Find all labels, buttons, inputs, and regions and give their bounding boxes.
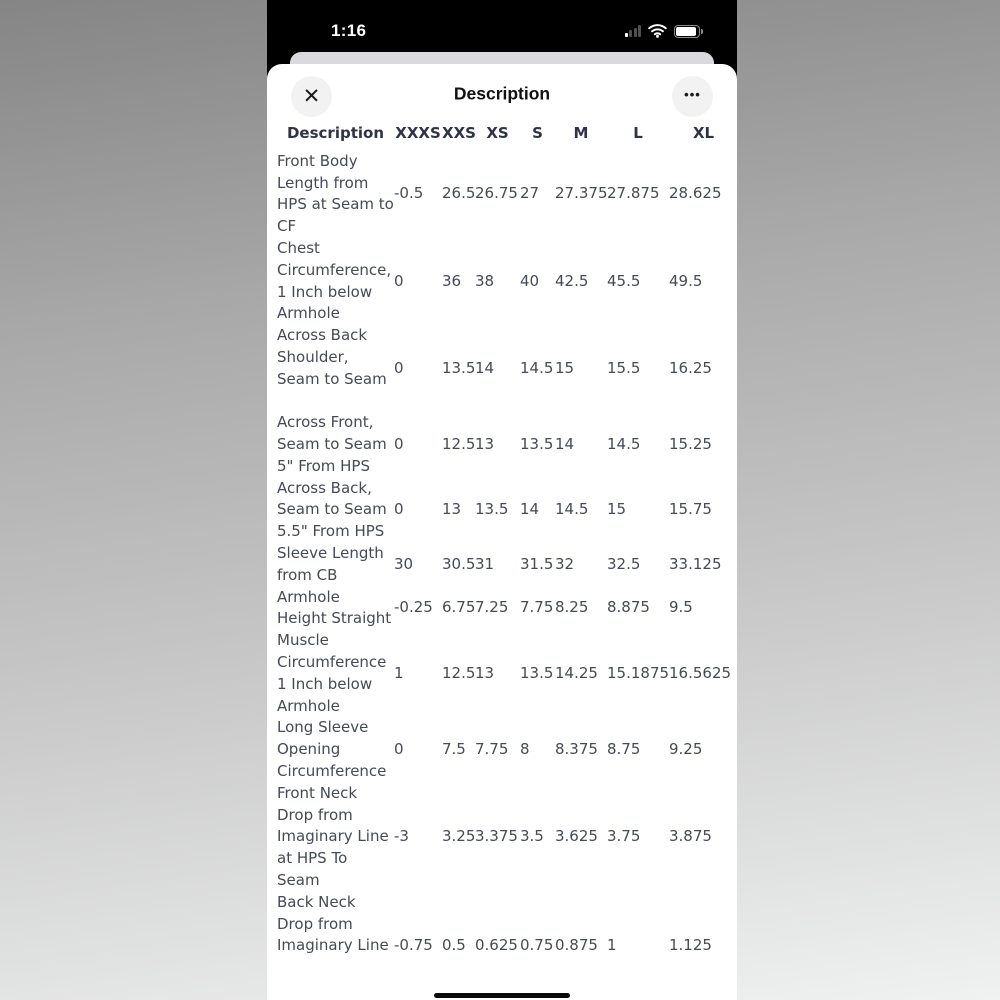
cell-s: 13.5 xyxy=(520,663,554,682)
cell-xs: 13 xyxy=(475,434,495,453)
row-label: Across Back Shoulder, Seam to Seam xyxy=(277,326,387,388)
column-header-xxxs: XXXS xyxy=(395,124,441,142)
row-label: Front Body Length from HPS at Seam to CF xyxy=(277,151,394,236)
cell-xs: 13.5 xyxy=(475,500,509,519)
cell-xs: 7.75 xyxy=(475,740,509,759)
cell-xs: 38 xyxy=(475,271,495,290)
cell-xs: 0.625 xyxy=(475,936,518,955)
cell-s: 31.5 xyxy=(520,554,554,573)
row-label: Across Front, Seam to Seam 5" From HPS xyxy=(277,413,387,475)
cell-s: 27 xyxy=(520,184,540,203)
cell-xxs: 12.5 xyxy=(442,663,476,682)
table-row xyxy=(277,783,737,892)
close-icon: ✕ xyxy=(302,85,321,108)
cell-m: 8.375 xyxy=(555,740,598,759)
row-label: Sleeve Length from CB xyxy=(277,543,384,584)
cell-l: 8.875 xyxy=(607,598,650,617)
cell-l: 3.75 xyxy=(607,827,641,846)
cell-xl: 33.125 xyxy=(669,554,722,573)
cell-xl: 15.75 xyxy=(669,500,712,519)
row-label: Back Neck Drop from Imaginary Line xyxy=(277,892,389,955)
cell-m: 0.875 xyxy=(555,936,598,955)
battery-icon xyxy=(674,25,700,38)
home-indicator[interactable] xyxy=(434,993,570,998)
cell-s: 8 xyxy=(520,740,530,759)
cell-xxxs: 0 xyxy=(394,500,404,519)
sheet-title: Description xyxy=(453,82,551,103)
cell-xl: 28.625 xyxy=(669,184,722,203)
table-row xyxy=(277,630,737,717)
cell-s: 0.75 xyxy=(520,936,554,955)
cell-xl: 9.5 xyxy=(669,598,693,617)
cell-l: 8.75 xyxy=(607,740,641,759)
cell-l: 27.875 xyxy=(607,184,660,203)
cell-s: 3.5 xyxy=(520,827,544,846)
cell-xs: 26.75 xyxy=(475,184,518,203)
column-header-description: Description xyxy=(286,124,385,142)
cell-xs: 7.25 xyxy=(475,598,509,617)
cell-xxxs: -0.75 xyxy=(394,936,433,955)
cell-m: 14.25 xyxy=(555,663,598,682)
cell-xxs: 13 xyxy=(442,500,462,519)
cell-xl: 49.5 xyxy=(669,271,703,290)
cell-m: 14 xyxy=(555,434,575,453)
cell-s: 7.75 xyxy=(520,598,554,617)
table-row xyxy=(277,478,737,543)
column-header-xs: XS xyxy=(486,124,509,142)
cell-xxs: 7.5 xyxy=(442,740,466,759)
cell-xxs: 6.75 xyxy=(442,598,476,617)
cell-xxs: 26.5 xyxy=(442,184,476,203)
cell-s: 14 xyxy=(520,500,540,519)
cell-m: 8.25 xyxy=(555,598,589,617)
cell-xxs: 0.5 xyxy=(442,936,466,955)
cell-s: 14.5 xyxy=(520,358,554,377)
cell-xl: 15.25 xyxy=(669,434,712,453)
cell-xxs: 36 xyxy=(442,271,462,290)
column-header-l: L xyxy=(633,124,643,142)
cell-xxxs: 0 xyxy=(394,740,404,759)
cell-xxxs: -3 xyxy=(394,827,409,846)
table-row xyxy=(277,587,737,631)
cell-l: 14.5 xyxy=(607,434,641,453)
cell-xl: 16.25 xyxy=(669,358,712,377)
table-body xyxy=(277,151,737,1000)
table-row xyxy=(277,325,737,412)
cell-xl: 1.125 xyxy=(669,936,712,955)
more-icon: ••• xyxy=(684,86,701,102)
table-row xyxy=(277,543,737,587)
table-row xyxy=(277,151,737,238)
cell-l: 15.5 xyxy=(607,358,641,377)
status-bar xyxy=(267,0,737,52)
row-label: Across Back, Seam to Seam 5.5" From HPS xyxy=(277,478,387,541)
size-spec-table xyxy=(277,123,737,1000)
cell-xs: 3.375 xyxy=(475,827,518,846)
more-button[interactable] xyxy=(672,76,713,117)
cell-xxxs: 0 xyxy=(394,358,404,377)
table-row xyxy=(277,412,737,477)
close-button[interactable] xyxy=(291,76,332,117)
status-icons xyxy=(625,24,701,38)
cell-s: 13.5 xyxy=(520,434,554,453)
cell-xxxs: -0.25 xyxy=(394,598,433,617)
cell-xl: 9.25 xyxy=(669,740,703,759)
table-header-row xyxy=(277,123,737,151)
cell-m: 42.5 xyxy=(555,271,589,290)
cell-l: 15.1875 xyxy=(607,663,670,682)
column-header-xxs: XXS xyxy=(442,124,476,142)
cell-xxs: 13.5 xyxy=(442,358,476,377)
cell-xs: 31 xyxy=(475,554,495,573)
cell-xxxs: 0 xyxy=(394,434,404,453)
row-label: Chest Circumference, 1 Inch below Armhole xyxy=(277,238,392,323)
cell-l: 1 xyxy=(607,936,617,955)
cell-l: 32.5 xyxy=(607,554,641,573)
cell-xxxs: 1 xyxy=(394,663,404,682)
row-label: Muscle Circumference 1 Inch below Armhole xyxy=(277,631,387,715)
status-time: 1:16 xyxy=(331,21,367,40)
cell-xs: 14 xyxy=(475,358,495,377)
cell-xxxs: 30 xyxy=(394,554,414,573)
cell-xxs: 30.5 xyxy=(442,554,476,573)
row-label: Front Neck Drop from Imaginary Line at HPS To Seam xyxy=(277,783,389,889)
cell-m: 14.5 xyxy=(555,500,589,519)
cell-m: 32 xyxy=(555,554,575,573)
cell-xxxs: 0 xyxy=(394,271,404,290)
bottom-safe-area xyxy=(267,977,737,1000)
description-sheet xyxy=(267,64,737,1000)
cellular-icon xyxy=(625,25,642,37)
cell-xl: 16.5625 xyxy=(669,663,732,682)
table-row xyxy=(277,238,737,325)
cell-s: 40 xyxy=(520,271,540,290)
cell-xl: 3.875 xyxy=(669,827,712,846)
cell-m: 27.375 xyxy=(555,184,608,203)
cell-xs: 13 xyxy=(475,663,495,682)
cell-l: 15 xyxy=(607,500,627,519)
cell-m: 15 xyxy=(555,358,575,377)
column-header-xl: XL xyxy=(692,124,715,142)
cell-xxxs: -0.5 xyxy=(394,184,424,203)
cell-m: 3.625 xyxy=(555,827,598,846)
cell-xxs: 3.25 xyxy=(442,827,476,846)
cell-xxs: 12.5 xyxy=(442,434,476,453)
cell-l: 45.5 xyxy=(607,271,641,290)
row-label: Long Sleeve Opening Circumference xyxy=(277,718,387,780)
table-row xyxy=(277,717,737,782)
wifi-icon xyxy=(648,24,667,38)
sheet-header xyxy=(267,64,737,121)
column-header-s: S xyxy=(532,124,543,142)
column-header-m: M xyxy=(573,124,589,142)
row-label: Armhole Height Straight xyxy=(277,587,392,628)
phone-screen xyxy=(267,0,737,1000)
